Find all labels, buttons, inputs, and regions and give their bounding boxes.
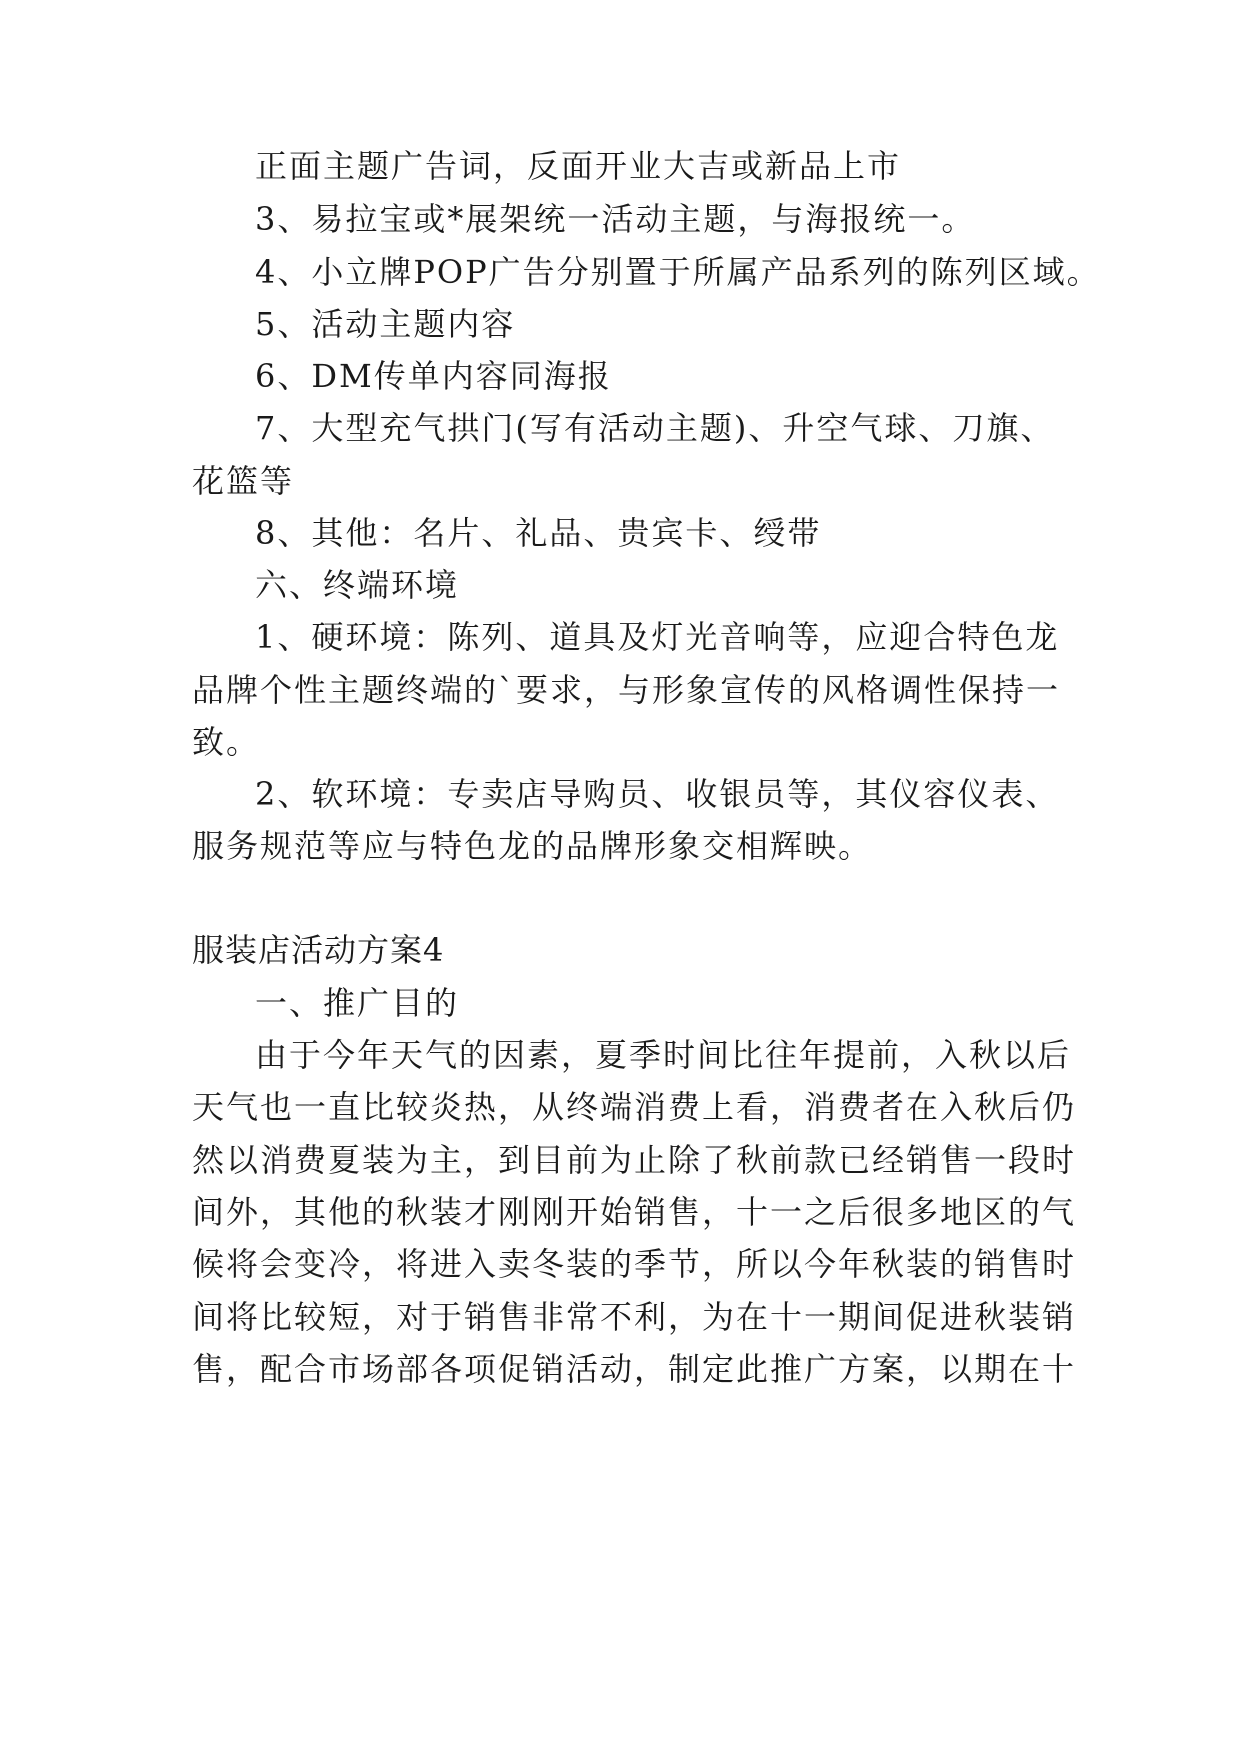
section-heading-terminal-environment: 六、终端环境 [255, 566, 460, 604]
list-item-7: 7、大型充气拱门(写有活动主题)、升空气球、刀旗、 [255, 409, 1055, 447]
list-item-6: 6、DM传单内容同海报 [255, 357, 612, 395]
paragraph-line: 然以消费夏装为主，到目前为止除了秋前款已经销售一段时 [192, 1141, 1077, 1179]
body-line: 正面主题广告词，反面开业大吉或新品上市 [255, 147, 902, 185]
section-title: 服装店活动方案4 [192, 931, 445, 969]
paragraph-line: 候将会变冷，将进入卖冬装的季节，所以今年秋装的销售时 [192, 1245, 1077, 1283]
list-item-5: 5、活动主题内容 [255, 305, 516, 343]
subheading-promotion-purpose: 一、推广目的 [255, 984, 460, 1022]
hard-environment-line: 品牌个性主题终端的`要求，与形象宣传的风格调性保持一 [192, 671, 1061, 709]
hard-environment-line: 致。 [192, 723, 261, 761]
list-item-8: 8、其他：名片、礼品、贵宾卡、绶带 [255, 514, 822, 552]
paragraph-line: 售，配合市场部各项促销活动，制定此推广方案，以期在十 [192, 1350, 1077, 1388]
list-item-4: 4、小立牌POP广告分别置于所属产品系列的陈列区域。 [255, 253, 1101, 291]
soft-environment-line: 服务规范等应与特色龙的品牌形象交相辉映。 [192, 827, 873, 865]
hard-environment-line: 1、硬环境：陈列、道具及灯光音响等，应迎合特色龙 [255, 618, 1060, 656]
paragraph-line: 间将比较短，对于销售非常不利，为在十一期间促进秋装销 [192, 1298, 1077, 1336]
paragraph-line: 间外，其他的秋装才刚刚开始销售，十一之后很多地区的气 [192, 1193, 1077, 1231]
list-item-7-continued: 花篮等 [192, 462, 295, 500]
list-item-3: 3、易拉宝或*展架统一活动主题，与海报统一。 [255, 200, 976, 238]
soft-environment-line: 2、软环境：专卖店导购员、收银员等，其仪容仪表、 [255, 775, 1060, 813]
paragraph-line: 天气也一直比较炎热，从终端消费上看，消费者在入秋后仍 [192, 1088, 1077, 1126]
paragraph-line: 由于今年天气的因素，夏季时间比往年提前，入秋以后 [255, 1036, 1072, 1074]
